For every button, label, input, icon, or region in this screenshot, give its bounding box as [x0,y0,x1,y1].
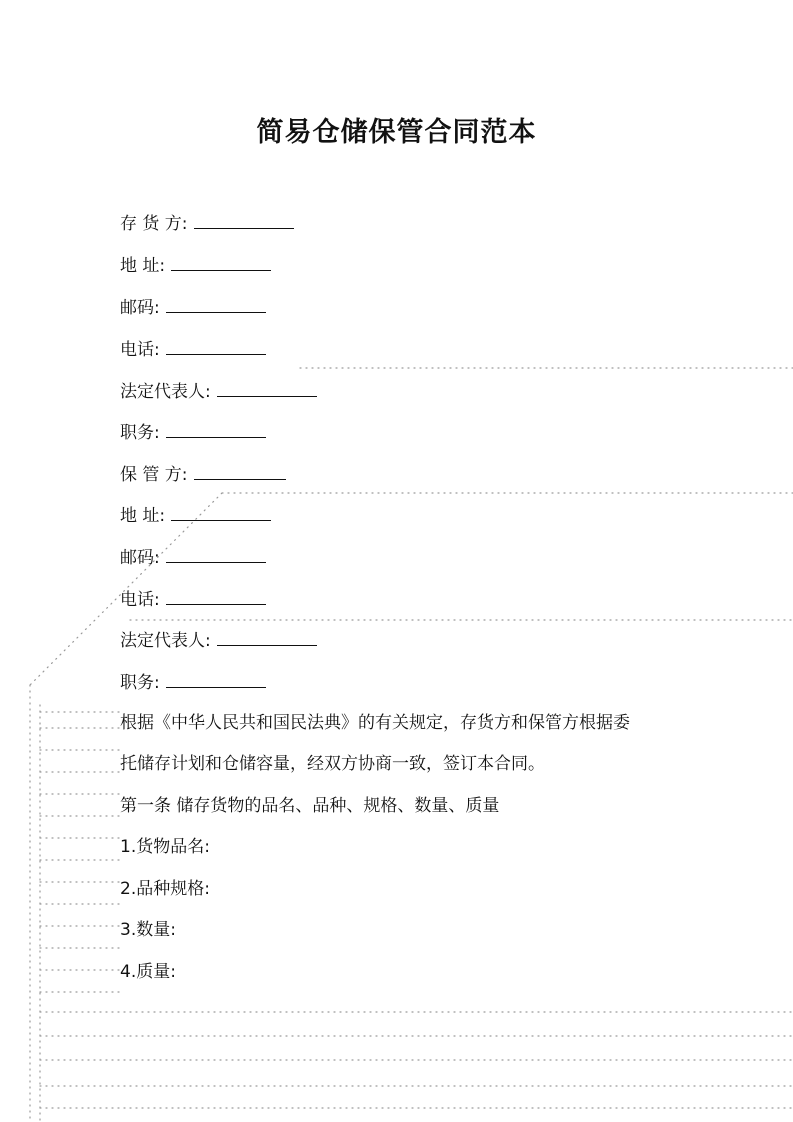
custodian-position-row [120,669,266,695]
custodian-phone-blank[interactable] [166,586,266,605]
depositor-legal-rep-blank[interactable] [217,378,317,397]
custodian-legal-rep-row [120,627,317,653]
depositor-phone-blank[interactable] [166,336,266,355]
depositor-address-row [120,252,271,278]
custodian-position-label: 职务: [120,673,160,693]
paragraph-line-2: 托储存计划和仓储容量，经双方协商一致，签订本合同。 [120,754,545,774]
custodian-party-blank[interactable] [194,461,286,480]
article-1-heading: 第一条 储存货物的品名、品种、规格、数量、质量 [120,796,500,816]
custodian-postcode-blank[interactable] [166,544,266,563]
custodian-address-blank[interactable] [171,502,271,521]
depositor-legal-rep-label: 法定代表人: [120,382,211,402]
document-title: 简易仓储保管合同范本 [256,117,537,148]
custodian-party-label: 保 管 方: [120,465,188,485]
item-quality: 4.质量: [120,962,176,982]
depositor-party-blank[interactable] [194,210,294,229]
custodian-phone-label: 电话: [120,590,160,610]
depositor-address-blank[interactable] [171,252,271,271]
custodian-legal-rep-label: 法定代表人: [120,631,211,651]
custodian-address-row [120,502,271,528]
custodian-party-row [120,461,286,487]
item-goods-name: 1.货物品名: [120,837,210,857]
item-quantity: 3.数量: [120,920,176,940]
custodian-postcode-row [120,544,266,570]
depositor-postcode-blank[interactable] [166,294,266,313]
custodian-address-label: 地 址: [120,506,166,526]
depositor-position-blank[interactable] [166,419,266,438]
depositor-phone-row [120,336,266,362]
depositor-position-label: 职务: [120,423,160,443]
depositor-party-row [120,210,294,236]
depositor-postcode-row [120,294,266,320]
custodian-legal-rep-blank[interactable] [217,627,317,646]
custodian-postcode-label: 邮码: [120,548,160,568]
item-variety-spec: 2.品种规格: [120,879,210,899]
custodian-position-blank[interactable] [166,669,266,688]
depositor-legal-rep-row [120,378,317,404]
depositor-party-label: 存 货 方: [120,214,188,234]
depositor-postcode-label: 邮码: [120,298,160,318]
paragraph-line-1: 根据《中华人民共和国民法典》的有关规定，存货方和保管方根据委 [120,713,630,733]
custodian-phone-row [120,586,266,612]
depositor-phone-label: 电话: [120,340,160,360]
depositor-position-row [120,419,266,445]
depositor-address-label: 地 址: [120,256,166,276]
